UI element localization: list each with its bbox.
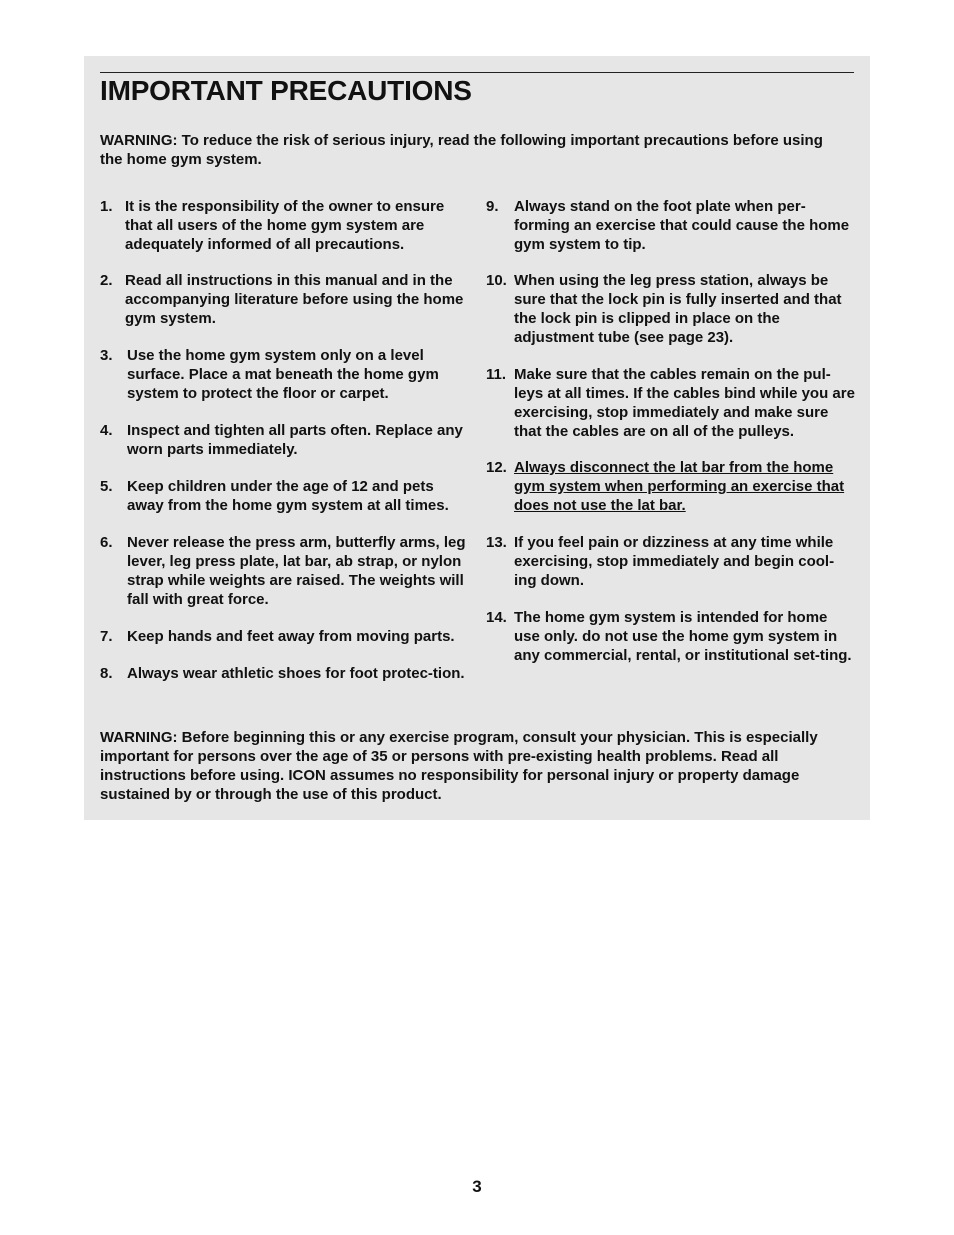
warning-physician: WARNING: Before beginning this or any exercise program, consult your physician. This is especially important for persons over the age of 35 or persons with pre-existing health problems. Read all instructions before using. ICON assumes no responsibility for personal injury or property damage sustained by or through the use of this product. — [100, 729, 818, 803]
item-text: Always wear athletic shoes for foot protec-tion. — [127, 665, 465, 682]
item-text: Make sure that the cables remain on the pul-leys at all times. If the cables bind while you are exercising, stop immediately and make sure that the cables are on all of the pulleys. — [514, 366, 855, 440]
precaution-item-12 — [486, 458, 856, 515]
item-text: Always disconnect the lat bar from the home gym system when performing an exercise that does not use the lat bar. — [514, 459, 845, 514]
item-number: 3. — [100, 347, 113, 364]
item-number: 9. — [486, 198, 499, 215]
item-number: 4. — [100, 422, 113, 439]
item-text: If you feel pain or dizziness at any time while exercising, stop immediately and begin cool-ing down. — [514, 534, 835, 589]
precaution-item-7 — [100, 627, 471, 646]
precaution-item-3 — [100, 346, 471, 403]
item-number: 13. — [486, 534, 507, 551]
item-text: The home gym system is intended for home use only. do not use the home gym system in any commercial, rental, or institutional set-ting. — [514, 609, 852, 664]
precaution-item-13 — [486, 533, 856, 590]
precaution-item-6 — [100, 533, 471, 609]
item-text: Always stand on the foot plate when per-forming an exercise that could cause the home gym system to tip. — [514, 198, 850, 253]
precaution-item-8 — [100, 664, 471, 683]
page-title: IMPORTANT PRECAUTIONS — [100, 75, 472, 106]
item-number: 14. — [486, 609, 507, 626]
precaution-item-14 — [486, 608, 856, 665]
page-number: 3 — [472, 1177, 482, 1196]
item-number: 1. — [100, 198, 113, 215]
precaution-item-4 — [100, 421, 471, 459]
item-text: When using the leg press station, always be sure that the lock pin is fully inserted and that the lock pin is clipped in place on the adjustment tube (see page 23). — [514, 272, 842, 346]
precaution-item-5 — [100, 477, 471, 515]
item-text: It is the responsibility of the owner to ensure that all users of the home gym system are adequately informed of all precautions. — [125, 198, 445, 253]
item-number: 6. — [100, 534, 113, 551]
item-number: 10. — [486, 272, 507, 289]
warning-intro: WARNING: To reduce the risk of serious injury, read the following important precautions before using the home gym system. — [100, 132, 823, 168]
item-number: 12. — [486, 459, 507, 476]
item-number: 5. — [100, 478, 113, 495]
precaution-item-11 — [486, 365, 856, 441]
item-text: Keep hands and feet away from moving parts. — [127, 628, 455, 645]
item-text: Never release the press arm, butterfly arms, leg lever, leg press plate, lat bar, ab strap, or nylon strap while weights are raised. The weights will fall with great force. — [127, 534, 466, 608]
item-text: Use the home gym system only on a level surface. Place a mat beneath the home gym system to protect the floor or carpet. — [127, 347, 439, 402]
item-text: Read all instructions in this manual and in the accompanying literature before using the home gym system. — [125, 272, 464, 327]
item-number: 8. — [100, 665, 113, 682]
precaution-item-9 — [486, 197, 856, 254]
item-number: 2. — [100, 272, 113, 289]
precaution-item-10 — [486, 271, 856, 347]
item-number: 7. — [100, 628, 113, 645]
precaution-item-2 — [100, 271, 471, 328]
item-text: Keep children under the age of 12 and pets away from the home gym system at all times. — [127, 478, 449, 514]
item-text: Inspect and tighten all parts often. Replace any worn parts immediately. — [127, 422, 463, 458]
item-number: 11. — [486, 366, 507, 383]
precaution-item-1 — [100, 197, 471, 254]
